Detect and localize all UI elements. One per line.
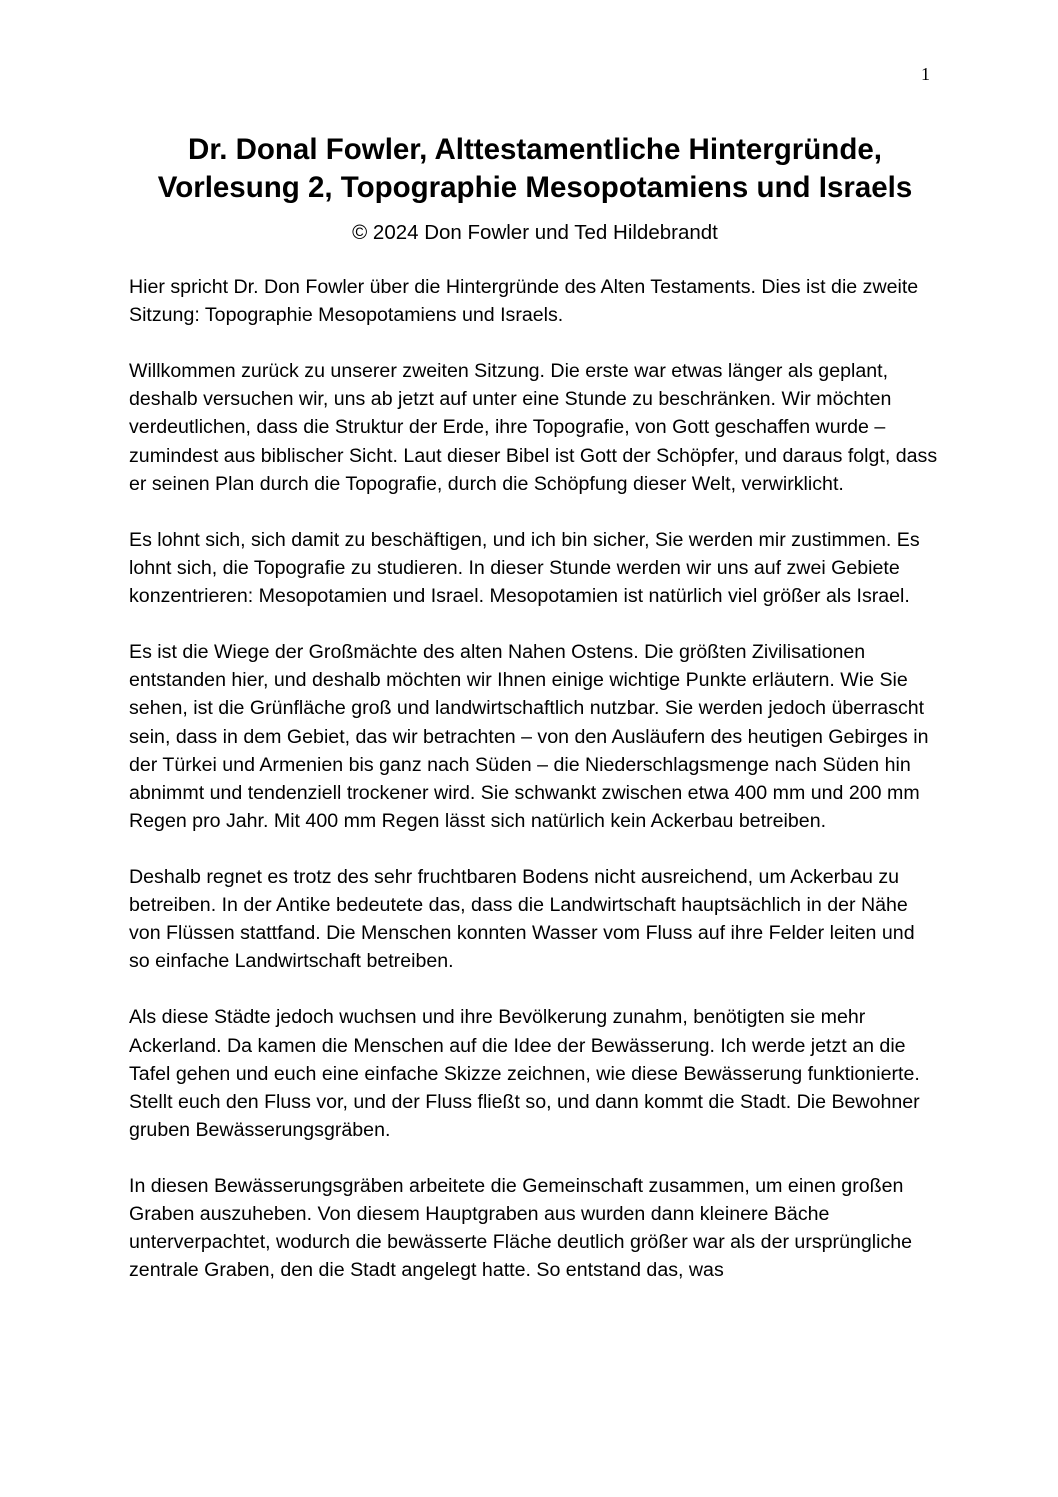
paragraph: Willkommen zurück zu unserer zweiten Sitzung. Die erste war etwas länger als geplant, deshalb versuchen wir, uns ab jetzt auf unter eine Stunde zu beschränken. Wir möchten verdeutlichen, dass die Struktur der Erde, ihre Topografie, von Gott geschaffen wurde – zumindest aus biblischer Sicht. Laut dieser Bibel ist Gott der Schöpfer, und daraus folgt, dass er seinen Plan durch die Topografie, durch die Schöpfung dieser Welt, verwirklicht. <box>129 360 938 495</box>
paragraph: Deshalb regnet es trotz des sehr fruchtbaren Bodens nicht ausreichend, um Ackerbau zu betreiben. In der Antike bedeutete das, dass die Landwirtschaft hauptsächlich in der Nähe von Flüssen stattfand. Die Menschen konnten Wasser vom Fluss auf ihre Felder leiten und so einfache Landwirtschaft betreiben. <box>129 865 915 973</box>
title-line-2: Vorlesung 2, Topographie Mesopotamiens und Israels <box>157 171 913 204</box>
document-title <box>110 131 960 207</box>
paragraph: Es lohnt sich, sich damit zu beschäftigen, und ich bin sicher, Sie werden mir zustimmen. Es lohnt sich, die Topografie zu studieren. In dieser Stunde werden wir uns auf zwei Gebiete konzentrieren: Mesopotamien und Israel. Mesopotamien ist natürlich viel größer als Israel. <box>129 528 920 608</box>
paragraph: Als diese Städte jedoch wuchsen und ihre Bevölkerung zunahm, benötigten sie mehr Ackerland. Da kamen die Menschen auf die Idee der Bewässerung. Ich werde jetzt an die Tafel gehen und euch eine einfache Skizze zeichnen, wie diese Bewässerung funktionierte. Stellt euch den Fluss vor, und der Fluss fließt so, und dann kommt die Stadt. Die Bewohner gruben Bewässerungsgräben. <box>129 1006 920 1141</box>
copyright-notice: © 2024 Don Fowler und Ted Hildebrandt <box>352 221 718 244</box>
title-line-1: Dr. Donal Fowler, Alttestamentliche Hintergründe, <box>188 133 882 166</box>
document-body <box>129 273 939 1312</box>
page-number: 1 <box>921 64 930 84</box>
paragraph: Es ist die Wiege der Großmächte des alten Nahen Ostens. Die größten Zivilisationen entstanden hier, und deshalb möchten wir Ihnen einige wichtige Punkte erläutern. Wie Sie sehen, ist die Grünfläche groß und landwirtschaftlich nutzbar. Sie werden jedoch überrascht sein, dass in dem Gebiet, das wir betrachten – von den Ausläufern des heutigen Gebirges in der Türkei und Armenien bis ganz nach Süden – die Niederschlagsmenge nach Süden hin abnimmt und tendenziell trockener wird. Sie schwankt zwischen etwa 400 mm und 200 mm Regen pro Jahr. Mit 400 mm Regen lässt sich natürlich kein Ackerbau betreiben. <box>129 641 929 832</box>
paragraph: In diesen Bewässerungsgräben arbeitete die Gemeinschaft zusammen, um einen großen Graben auszuheben. Von diesem Hauptgraben aus wurden dann kleinere Bäche unterverpachtet, wodurch die bewässerte Fläche deutlich größer war als der ursprüngliche zentrale Graben, den die Stadt angelegt hatte. So entstand das, was <box>129 1175 913 1282</box>
paragraph: Hier spricht Dr. Don Fowler über die Hintergründe des Alten Testaments. Dies ist die zweite Sitzung: Topographie Mesopotamiens und Israels. <box>129 276 919 327</box>
